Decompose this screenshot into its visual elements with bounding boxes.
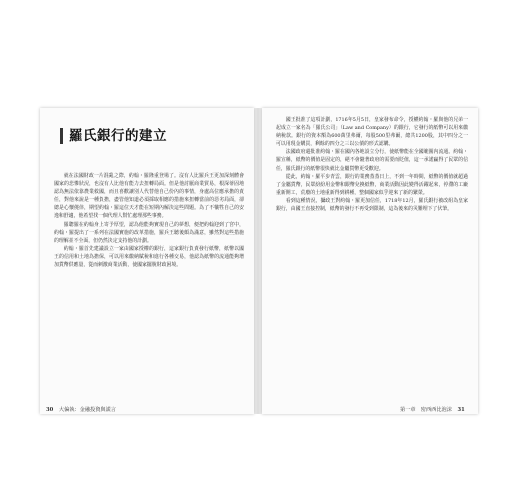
left-footer xyxy=(46,406,120,413)
left-page xyxy=(40,108,254,414)
right-footer xyxy=(400,406,469,413)
page-number: 30 xyxy=(46,407,54,413)
paragraph: 法國政府還批准約翰・羅在國內各地設立分行，使紙幣能在全國範圍內流通。約翰・羅宣稱，紙幣的價值是固定的，絕不會隨著政府的需要而貶值，這一承諾贏得了民眾的信任，羅氏銀行的紙幣很快就比金屬貨幣更受歡迎。 xyxy=(276,149,468,172)
right-page xyxy=(262,108,478,414)
paragraph: 約翰・羅首先建議設立一家由國家授權的銀行，這家銀行負責發行紙幣，紙幣以國王的信用和土地為擔保，可以用來繳納賦稅和進行各種交易，他認為紙幣的流通能夠增加貨幣供應量，從而刺激商業活動，使國家擺脫財政困境。 xyxy=(54,245,244,269)
paragraph: 國王批准了這項計劃，1716年5月5日，皇家發布命令，授權約翰・羅與他的兄弟一起成立一家名為「羅氏公司」（Law and Company）的銀行，它發行的紙幣可以用來繳納稅款。銀行的資本額為600萬里弗爾，每股500里弗爾，總共1200股，其中四分之一可以用現金購買，剩餘的四分之三以公債的形式認購。 xyxy=(276,117,468,148)
section-title: 羅氏銀行的建立 xyxy=(60,128,167,144)
left-body-text xyxy=(54,172,244,269)
paragraph: 羅聰羅在約翰身上寄予厚望，認為他能夠實現自己的夢想，便把約翰迎到了宮中，約翰・羅提出了一系列在法國實施的改革措施，羅兵王聽後頗為滿意，雖然對這些措施的理解並不全面，但仍然決定支持他的計劃。 xyxy=(54,221,244,244)
running-head: 第一章 密西西比泡沫 xyxy=(400,407,452,413)
paragraph: 看到這種情況，攝政王對約翰・羅更加信任，1718年12月，羅氏銀行被改組為皇家銀行，由國王直接控制，紙幣的發行不再受到限制，這為後來的災難埋下了伏筆。 xyxy=(276,197,468,213)
running-head: 大偏執：金融投資與謊言 xyxy=(58,407,116,413)
book-spine xyxy=(254,108,262,414)
right-body-text xyxy=(276,116,468,213)
page-number: 31 xyxy=(457,407,465,413)
paragraph: 就在法國財政一片混亂之際，約翰・羅隆重登場了。沒有人比羅兵王更加深刻體會國家的悲慘狀況，也沒有人比他有能力去扭轉局面。但是他討厭商業貿易，根深蒂固地認為無法依靠農業救國，而且喜歡讓別人代替他自己份內的事情，身處高位應承擔的責任，對他來說是一種負擔，盡管他知道必須採取相應的措施來扭轉當前的惡劣局面，卻總是心懷僥倖，期望約翰・羅這位天才能在短期內解決這些問題。為了不犧牲自己的安逸和舒適，他希望找一個代理人幫忙處理那些事務。 xyxy=(54,173,244,220)
paragraph: 從此，約翰・羅平步青雲，銀行的業務蒸蒸日上，不到一年時間，紙幣的價值就超過了金屬貨幣，民眾紛紛用金幣和銀幣兌換紙幣，商業活動因此變得活躍起來，停滯的工廠重新開工，荒廢的土地重新得到耕種，整個國家似乎迎來了新的繁榮。 xyxy=(276,173,468,196)
